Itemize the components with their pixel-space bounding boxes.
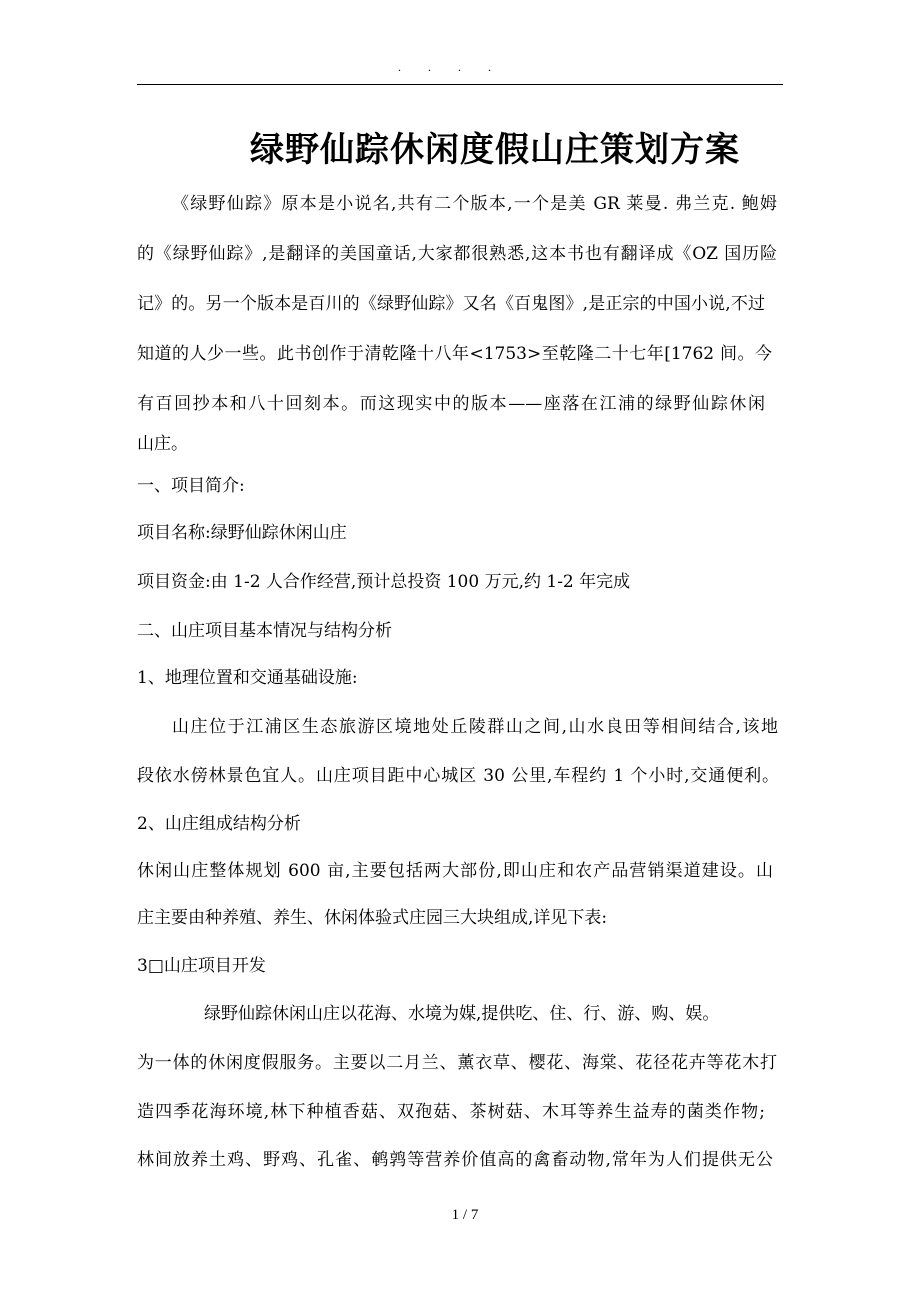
paragraph-line: 绿野仙踪休闲山庄以花海、水境为媒,提供吃、住、行、游、购、娱。 xyxy=(204,1004,720,1024)
paragraph-line: 记》的。另一个版本是百川的《绿野仙踪》又名《百鬼图》,是正宗的中国小说,不过 xyxy=(137,294,765,314)
paragraph-line: 有百回抄本和八十回刻本。而这现实中的版本——座落在江浦的绿野仙踪休闲 xyxy=(137,394,765,414)
page-number: 1 / 7 xyxy=(451,1207,479,1223)
paragraph-line: 休闲山庄整体规划 600 亩,主要包括两大部份,即山庄和农产品营销渠道建设。山 xyxy=(137,861,773,881)
paragraph-line: 山庄位于江浦区生态旅游区境地处丘陵群山之间,山水良田等相间结合,该地 xyxy=(172,717,778,737)
subsection-heading: 3□山庄项目开发 xyxy=(137,956,266,976)
paragraph-line: 项目名称:绿野仙踪休闲山庄 xyxy=(137,523,347,543)
header-dots: . . . . xyxy=(398,60,503,74)
subsection-heading: 2、山庄组成结构分析 xyxy=(137,814,301,834)
paragraph-line: 造四季花海环境,林下种植香菇、双孢菇、茶树菇、木耳等养生益寿的菌类作物; xyxy=(137,1102,765,1122)
paragraph-line: 的《绿野仙踪》,是翻译的美国童话,大家都很熟悉,这本书也有翻译成《OZ 国历险 xyxy=(137,244,777,264)
paragraph-line: 知道的人少一些。此书创作于清乾隆十八年<1753>至乾隆二十七年[1762 间。今 xyxy=(137,344,772,364)
paragraph-line: 庄主要由种养殖、养生、休闲体验式庄园三大块组成,详见下表: xyxy=(137,908,608,928)
header-rule xyxy=(137,84,783,85)
paragraph-line: 林间放养土鸡、野鸡、孔雀、鹌鹑等营养价值高的禽畜动物,常年为人们提供无公 xyxy=(137,1150,773,1170)
paragraph-line: 段依水傍林景色宜人。山庄项目距中心城区 30 公里,车程约 1 个小时,交通便利。 xyxy=(137,766,779,786)
paragraph-line: 山庄。 xyxy=(137,434,188,454)
section-heading: 二、山庄项目基本情况与结构分析 xyxy=(137,621,392,641)
section-heading: 一、项目简介: xyxy=(137,476,245,496)
paragraph-line: 为一体的休闲度假服务。主要以二月兰、薰衣草、樱花、海棠、花径花卉等花木打 xyxy=(137,1053,777,1073)
paragraph-line: 项目资金:由 1-2 人合作经营,预计总投资 100 万元,约 1-2 年完成 xyxy=(137,572,631,592)
document-title: 绿野仙踪休闲度假山庄策划方案 xyxy=(250,130,740,170)
subsection-heading: 1、地理位置和交通基础设施: xyxy=(137,668,358,688)
paragraph-line: 《绿野仙踪》原本是小说名,共有二个版本,一个是美 GR 莱曼. 弗兰克. 鲍姆 xyxy=(172,194,777,214)
